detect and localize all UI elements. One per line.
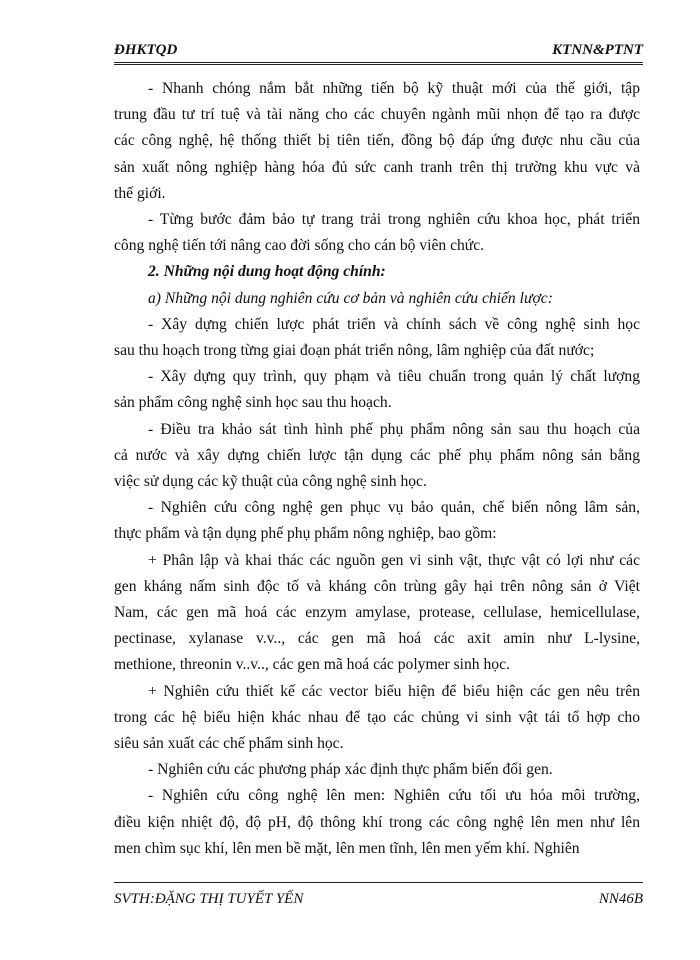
paragraph [114, 312, 640, 364]
text-line: - Từng bước đảm bảo tự trang trải trong nghiên cứu khoa học, phát triển [148, 211, 640, 229]
text-line: - Xây dựng quy trình, quy phạm và tiêu chuẩn trong quản lý chất lượng [148, 368, 640, 386]
paragraph [114, 495, 640, 547]
paragraph [114, 548, 640, 679]
text-line: sau thu hoạch trong từng giai đoạn phát triển nông, lâm nghiệp của đất nước; [114, 342, 595, 360]
paragraph [114, 364, 640, 416]
header-left: ĐHKTQD [114, 42, 178, 58]
text-line: sản phẩm công nghệ sinh học sau thu hoạch. [114, 394, 392, 412]
text-line: siêu sản xuất các chế phẩm sinh học. [114, 735, 344, 753]
text-line: methione, threonin v..v.., các gen mã hoá các polymer sinh học. [114, 656, 510, 674]
section-subheading [114, 286, 640, 312]
section-heading [114, 259, 640, 285]
paragraph [114, 76, 640, 207]
text-line: công nghệ tiến tới nâng cao đời sống cho cán bộ viên chức. [114, 237, 485, 255]
paragraph [114, 417, 640, 496]
paragraph [114, 783, 640, 862]
text-line: trung đầu tư trí tuệ và tài năng cho các chuyên ngành mũi nhọn để tạo ra được [114, 106, 640, 124]
text-line: các công nghệ, hệ thống thiết bị tiên tiến, đồng bộ đáp ứng được nhu cầu của [114, 132, 640, 150]
text-line: 2. Những nội dung hoạt động chính: [148, 263, 386, 281]
page-footer [114, 882, 643, 908]
text-line: điều kiện nhiệt độ, độ pH, độ thông khí trong các công nghệ lên men như lên [114, 813, 640, 831]
text-line: thực phẩm và tận dụng phế phụ phẩm nông nghiệp, bao gồm: [114, 525, 497, 543]
paragraph [114, 207, 640, 259]
text-line: - Nhanh chóng nắm bắt những tiến bộ kỹ thuật mới của thế giới, tập [148, 80, 640, 97]
footer-author: SVTH:ĐẶNG THỊ TUYẾT YẾN [114, 891, 304, 907]
text-line: Nam, các gen mã hoá các enzym amylase, protease, cellulase, hemicellulase, [114, 604, 640, 622]
text-line: pectinase, xylanase v.v.., các gen mã hoá các axit amin như L-lysine, [114, 630, 640, 648]
text-line: - Nghiên cứu công nghệ lên men: Nghiên cứu tối ưu hóa môi trường, [148, 787, 640, 805]
text-line: + Phân lập và khai thác các nguồn gen vi sinh vật, thực vật có lợi như các [148, 551, 640, 569]
text-line: a) Những nội dung nghiên cứu cơ bản và nghiên cứu chiến lược: [148, 289, 553, 307]
paragraph [114, 679, 640, 758]
document-body [114, 76, 640, 862]
text-line: + Nghiên cứu thiết kế các vector biểu hiện để biểu hiện các gen nêu trên [148, 682, 640, 700]
header-right: KTNN&PTNT [552, 42, 643, 58]
text-line: - Xây dựng chiến lược phát triển và chính sách về công nghệ sinh học [148, 315, 640, 333]
paragraph [114, 757, 640, 783]
text-line: gen kháng nấm sinh độc tố và kháng côn trùng gây hại trên nông sản ở Việt [114, 577, 640, 595]
text-line: - Nghiên cứu các phương pháp xác định thực phẩm biến đổi gen. [148, 761, 553, 779]
text-line: - Điều tra khảo sát tình hình phế phụ phẩm nông sản sau thu hoạch của [148, 420, 640, 438]
text-line: - Nghiên cứu công nghệ gen phục vụ bảo quản, chế biến nông lâm sản, [148, 499, 640, 517]
footer-class-code: NN46B [598, 891, 643, 907]
text-line: trong các hệ biểu hiện khác nhau để tạo các chủng vi sinh vật tái tổ hợp cho [114, 708, 640, 726]
page-header [114, 36, 643, 65]
text-line: thế giới. [114, 184, 166, 202]
text-line: việc sử dụng các kỹ thuật của công nghệ sinh học. [114, 473, 427, 491]
text-line: men chìm sục khí, lên men bề mặt, lên men tĩnh, lên men yếm khí. Nghiên [114, 839, 580, 857]
text-line: cả nước và xây dựng chiến lược tận dụng các phế phụ phẩm nông sản bằng [114, 446, 640, 464]
text-line: sản xuất nông nghiệp hàng hóa đủ sức canh tranh trên thị trường khu vực và [114, 158, 640, 176]
